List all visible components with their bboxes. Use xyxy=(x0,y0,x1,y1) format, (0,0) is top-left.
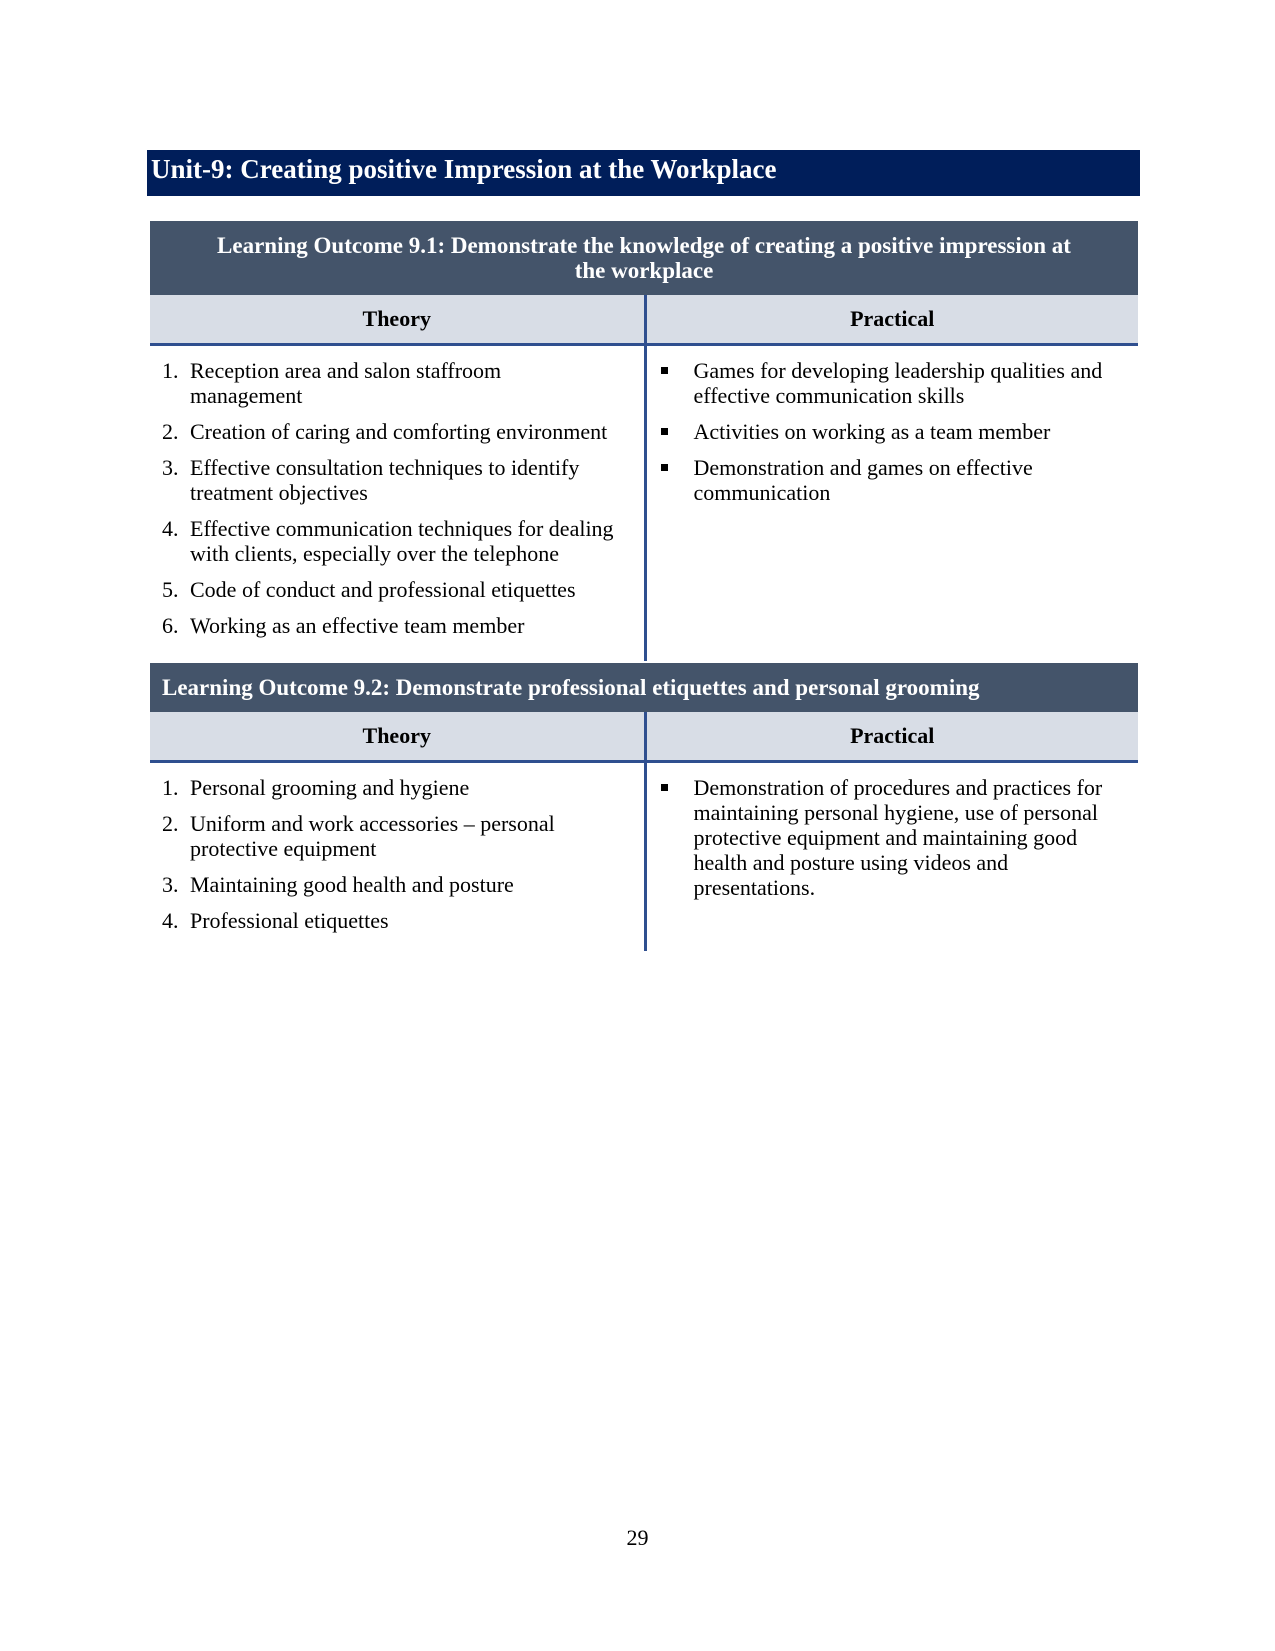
theory-item-number: 1. xyxy=(162,358,179,383)
learning-outcome-table-9-2 xyxy=(150,663,1138,951)
theory-item-number: 6. xyxy=(162,613,179,638)
practical-item-text: Games for developing leadership qualities and effective communication skills xyxy=(693,358,1103,408)
unit-title: Unit-9: Creating positive Impression at the Workplace xyxy=(147,150,1140,196)
theory-item-text: Uniform and work accessories – personal protective equipment xyxy=(190,811,555,861)
theory-item-number: 3. xyxy=(162,455,179,480)
theory-item-text: Reception area and salon staffroom management xyxy=(190,358,502,408)
practical-list xyxy=(647,775,1139,900)
theory-item xyxy=(150,358,644,408)
practical-header: Practical xyxy=(645,712,1138,762)
theory-header: Theory xyxy=(150,295,645,345)
theory-list xyxy=(150,358,644,638)
practical-cell xyxy=(645,762,1138,952)
practical-cell xyxy=(645,345,1138,662)
practical-item-text: Activities on working as a team member xyxy=(693,419,1051,444)
theory-item-number: 4. xyxy=(162,908,179,933)
theory-item xyxy=(150,419,644,444)
theory-item-number: 4. xyxy=(162,516,179,541)
square-bullet-icon xyxy=(661,464,668,471)
theory-item-text: Code of conduct and professional etiquettes xyxy=(190,577,576,602)
practical-item-text: Demonstration of procedures and practices for maintaining personal hygiene, use of personal protective equipment and maintaining good health and posture using videos and presentations. xyxy=(693,775,1103,900)
learning-outcome-heading xyxy=(150,221,1138,295)
theory-item xyxy=(150,811,644,861)
theory-item xyxy=(150,516,644,566)
practical-item xyxy=(647,775,1139,900)
theory-item-number: 2. xyxy=(162,811,179,836)
theory-item-text: Professional etiquettes xyxy=(190,908,389,933)
theory-item xyxy=(150,908,644,933)
theory-item-text: Working as an effective team member xyxy=(190,613,525,638)
theory-item-number: 1. xyxy=(162,775,179,800)
practical-list xyxy=(647,358,1139,505)
theory-header: Theory xyxy=(150,712,645,762)
practical-item-text: Demonstration and games on effective communication xyxy=(693,455,1033,505)
theory-item xyxy=(150,613,644,638)
theory-cell xyxy=(150,762,645,952)
theory-item-text: Effective consultation techniques to identify treatment objectives xyxy=(190,455,580,505)
theory-item-text: Personal grooming and hygiene xyxy=(190,775,470,800)
theory-item-text: Maintaining good health and posture xyxy=(190,872,514,897)
practical-item xyxy=(647,419,1139,444)
theory-item-number: 2. xyxy=(162,419,179,444)
theory-item xyxy=(150,455,644,505)
learning-outcome-heading-line2: the workplace xyxy=(574,258,714,283)
theory-item xyxy=(150,872,644,897)
theory-cell xyxy=(150,345,645,662)
theory-item xyxy=(150,577,644,602)
learning-outcome-heading xyxy=(150,663,1138,712)
theory-item-text: Creation of caring and comforting environment xyxy=(190,419,608,444)
practical-header: Practical xyxy=(645,295,1138,345)
learning-outcome-heading-line1: Learning Outcome 9.1: Demonstrate the knowledge of creating a positive impression at xyxy=(217,233,1071,258)
square-bullet-icon xyxy=(661,428,668,435)
theory-item-text: Effective communication techniques for dealing with clients, especially over the telephone xyxy=(190,516,614,566)
practical-item xyxy=(647,455,1139,505)
practical-item xyxy=(647,358,1139,408)
square-bullet-icon xyxy=(661,784,668,791)
theory-list xyxy=(150,775,644,933)
learning-outcome-table-9-1 xyxy=(150,221,1138,661)
theory-item-number: 3. xyxy=(162,872,179,897)
theory-item-number: 5. xyxy=(162,577,179,602)
page-number: 29 xyxy=(626,1525,649,1550)
learning-outcome-heading-line1: Learning Outcome 9.2: Demonstrate professional etiquettes and personal grooming xyxy=(162,675,980,700)
theory-item xyxy=(150,775,644,800)
square-bullet-icon xyxy=(661,367,668,374)
